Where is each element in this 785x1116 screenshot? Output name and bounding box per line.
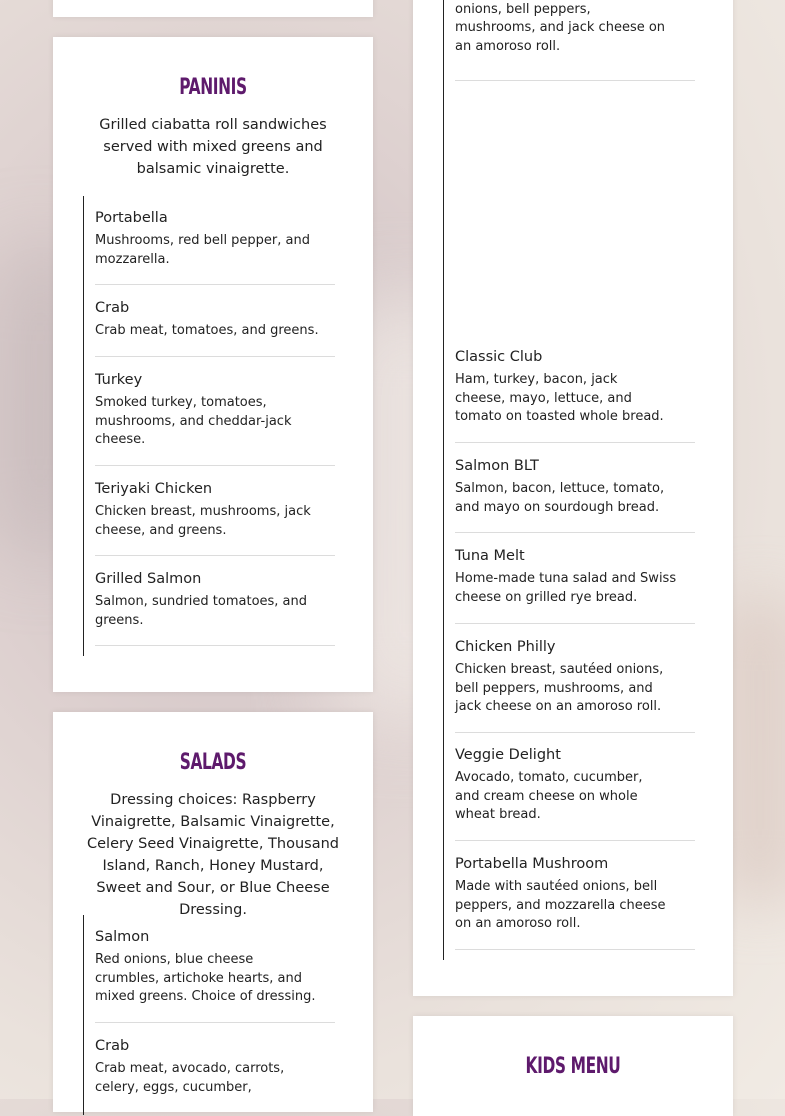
item-description: Salmon, sundried tomatoes, and greens. bbox=[95, 594, 308, 628]
item-description: Salmon, bacon, lettuce, tomato, and mayo on sourdough bread. bbox=[455, 481, 665, 515]
divider bbox=[455, 80, 695, 81]
divider bbox=[95, 356, 335, 357]
item-name: Portabella bbox=[95, 210, 168, 226]
divider bbox=[455, 623, 695, 624]
item-name: Salmon bbox=[95, 929, 150, 945]
divider bbox=[455, 732, 695, 733]
section-title: SALADS bbox=[179, 750, 247, 775]
item-description: Chicken breast, mushrooms, jack cheese, and greens. bbox=[95, 504, 311, 538]
previous-card-bottom bbox=[53, 0, 373, 17]
item-description: Avocado, tomato, cucumber, and cream cheese on whole wheat bread. bbox=[455, 770, 643, 822]
divider bbox=[95, 465, 335, 466]
item-name: Chicken Philly bbox=[455, 639, 556, 655]
divider bbox=[95, 555, 335, 556]
item-name: Crab bbox=[95, 300, 130, 316]
divider bbox=[455, 532, 695, 533]
divider bbox=[95, 1022, 335, 1023]
item-name: Tuna Melt bbox=[455, 548, 525, 564]
kids-menu-card bbox=[413, 1016, 733, 1116]
divider bbox=[455, 949, 695, 950]
item-description: Made with sautéed onions, bell peppers, and mozzarella cheese on an amoroso roll. bbox=[455, 879, 666, 931]
menu-list bbox=[443, 0, 677, 960]
item-name: Grilled Salmon bbox=[95, 571, 202, 587]
item-description: Smoked turkey, tomatoes, mushrooms, and cheddar-jack cheese. bbox=[95, 395, 292, 447]
menu-list bbox=[83, 915, 316, 1115]
item-description: Crab meat, avocado, carrots, celery, eggs, cucumber, bbox=[95, 1061, 285, 1095]
item-description: Ham, turkey, bacon, jack cheese, mayo, lettuce, and tomato on toasted whole bread. bbox=[455, 372, 664, 424]
item-name: Portabella Mushroom bbox=[455, 856, 609, 872]
item-description: Red onions, blue cheese crumbles, artichoke hearts, and mixed greens. Choice of dressing. bbox=[95, 952, 316, 1004]
section-description: Dressing choices: Raspberry Vinaigrette, Balsamic Vinaigrette, Celery Seed Vinaigrette, Thousand Island, Ranch, Honey Mustard, Sweet and Sour, or Blue Cheese Dressing. bbox=[87, 792, 339, 918]
item-description: onions, bell peppers, mushrooms, and jack cheese on an amoroso roll. bbox=[455, 1, 666, 54]
divider bbox=[455, 840, 695, 841]
section-title: PANINIS bbox=[179, 75, 247, 100]
item-description: Home-made tuna salad and Swiss cheese on grilled rye bread. bbox=[455, 571, 677, 605]
item-name: Salmon BLT bbox=[455, 458, 539, 474]
item-name: Classic Club bbox=[455, 349, 543, 365]
menu-list bbox=[83, 196, 319, 656]
divider bbox=[95, 645, 335, 646]
section-title: KIDS MENU bbox=[525, 1054, 621, 1079]
paninis-card bbox=[53, 37, 373, 692]
item-description: Chicken breast, sautéed onions, bell peppers, mushrooms, and jack cheese on an amoroso roll. bbox=[455, 662, 664, 714]
item-description: Mushrooms, red bell pepper, and mozzarella. bbox=[95, 233, 311, 267]
divider bbox=[95, 284, 335, 285]
item-name: Veggie Delight bbox=[455, 747, 561, 763]
divider bbox=[455, 442, 695, 443]
salads-card bbox=[53, 712, 373, 1112]
item-name: Crab bbox=[95, 1038, 130, 1054]
item-name: Teriyaki Chicken bbox=[95, 481, 213, 497]
sandwiches-card bbox=[413, 0, 733, 996]
section-description: Grilled ciabatta roll sandwiches served with mixed greens and balsamic vinaigrette. bbox=[99, 117, 327, 177]
item-description: Crab meat, tomatoes, and greens. bbox=[95, 323, 319, 338]
item-name: Turkey bbox=[95, 372, 143, 388]
